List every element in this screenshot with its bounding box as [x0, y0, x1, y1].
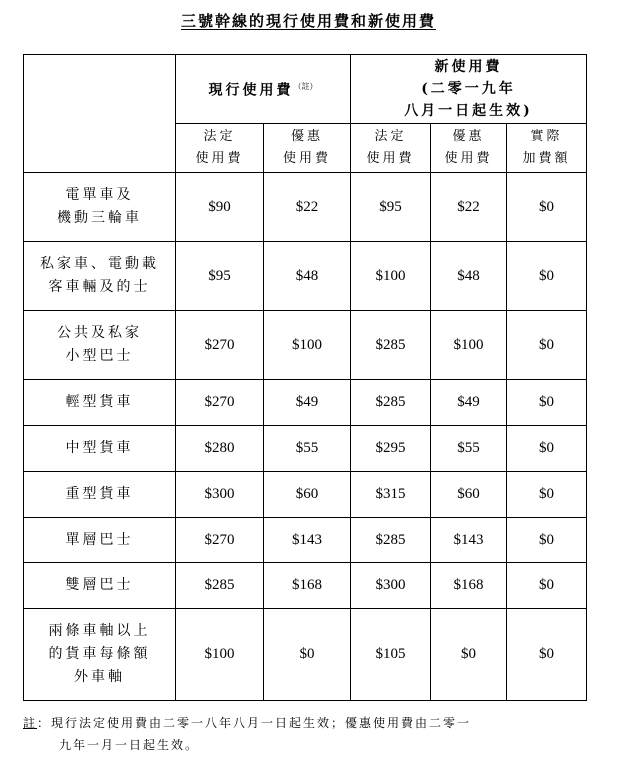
table-row: [24, 311, 587, 380]
col-header-line1: 優惠: [290, 129, 323, 144]
vehicle-type-cell: [24, 609, 176, 701]
fee-cell: $95: [176, 242, 264, 311]
fee-cell: $285: [351, 518, 431, 563]
col-header-new-statutory: [351, 124, 431, 173]
vehicle-type-line: 機動三輪車: [57, 210, 142, 226]
fee-cell: $48: [431, 242, 507, 311]
fee-cell: $300: [351, 563, 431, 609]
footnote: [23, 712, 588, 756]
footnote-mark: 註: [23, 716, 38, 730]
vehicle-type-cell: [24, 518, 176, 563]
fee-cell: $0: [507, 242, 587, 311]
vehicle-type-line: 外車軸: [74, 669, 125, 685]
fee-cell: $55: [431, 426, 507, 472]
fee-cell: $49: [431, 380, 507, 426]
fee-cell: $143: [431, 518, 507, 563]
fee-cell: $0: [431, 609, 507, 701]
table-row: [24, 563, 587, 609]
fee-cell: $90: [176, 173, 264, 242]
fee-cell: $315: [351, 472, 431, 518]
fee-cell: $100: [264, 311, 351, 380]
table-row: [24, 242, 587, 311]
fee-cell: $143: [264, 518, 351, 563]
footnote-line1: [23, 712, 588, 734]
fee-cell: $100: [351, 242, 431, 311]
col-header-new-concessionary: [431, 124, 507, 173]
fee-cell: $105: [351, 609, 431, 701]
vehicle-header-cell: [24, 55, 176, 173]
vehicle-type-line: 公共及私家: [57, 325, 142, 341]
table-row: [24, 426, 587, 472]
fee-cell: $0: [507, 472, 587, 518]
col-header-line2: 使用費: [282, 151, 331, 166]
vehicle-type-line: 雙層巴士: [65, 577, 134, 593]
page-title: [0, 10, 617, 31]
vehicle-type-line: 輕型貨車: [65, 394, 134, 410]
table-row: [24, 472, 587, 518]
col-header-line1: 法定: [203, 129, 236, 144]
fee-cell: $0: [507, 426, 587, 472]
new-fee-group-header: [351, 55, 587, 124]
vehicle-type-line: 的貨車每條額: [48, 646, 151, 662]
vehicle-type-cell: [24, 426, 176, 472]
fee-cell: $55: [264, 426, 351, 472]
table-row: [24, 173, 587, 242]
col-header-line2: 使用費: [195, 151, 244, 166]
col-header-line1: 法定: [374, 129, 407, 144]
vehicle-type-line: 客車輛及的士: [48, 279, 151, 295]
fee-cell: $95: [351, 173, 431, 242]
fee-cell: $0: [507, 311, 587, 380]
vehicle-type-line: 重型貨車: [65, 486, 134, 502]
table-row: [24, 609, 587, 701]
col-header-line2: 使用費: [366, 151, 415, 166]
col-header-current-concessionary: [264, 124, 351, 173]
fee-cell: $168: [431, 563, 507, 609]
col-header-line1: 實際: [530, 129, 563, 144]
vehicle-type-line: 電單車及: [65, 187, 134, 203]
col-header-actual-increase: [507, 124, 587, 173]
new-fee-group-label: 新使用費: [434, 59, 503, 75]
new-fee-group-date-line2: 八月一日起生效): [404, 103, 533, 119]
fee-cell: $100: [176, 609, 264, 701]
fee-cell: $270: [176, 380, 264, 426]
col-header-line2: 使用費: [444, 151, 493, 166]
fee-table: [23, 54, 587, 701]
vehicle-type-cell: [24, 380, 176, 426]
note-reference-mark: （註）: [293, 82, 318, 92]
current-fee-group-label: 現行使用費: [208, 82, 294, 99]
new-fee-group-date-line1: (二零一九年: [421, 81, 516, 97]
vehicle-type-cell: [24, 242, 176, 311]
table-row: [24, 380, 587, 426]
fee-cell: $100: [431, 311, 507, 380]
fee-cell: $280: [176, 426, 264, 472]
footnote-text-line1: ：現行法定使用費由二零一八年八月一日起生效；優惠使用費由二零一: [37, 716, 472, 730]
fee-cell: $295: [351, 426, 431, 472]
vehicle-type-line: 私家車、電動載: [40, 256, 159, 272]
fee-cell: $168: [264, 563, 351, 609]
col-header-line2: 加費額: [522, 151, 571, 166]
fee-cell: $0: [507, 518, 587, 563]
fee-cell: $285: [351, 380, 431, 426]
title-text: 三號幹線的現行使用費和新使用費: [180, 12, 436, 30]
vehicle-type-line: 兩條車軸以上: [48, 623, 151, 639]
fee-cell: $60: [431, 472, 507, 518]
fee-cell: $0: [507, 563, 587, 609]
fee-cell: $300: [176, 472, 264, 518]
vehicle-type-cell: [24, 173, 176, 242]
fee-cell: $0: [507, 380, 587, 426]
vehicle-type-line: 單層巴士: [65, 531, 134, 548]
footnote-text-line2: 九年一月一日起生效。: [59, 738, 200, 752]
fee-cell: $270: [176, 518, 264, 563]
vehicle-type-cell: [24, 472, 176, 518]
vehicle-type-line: 中型貨車: [65, 440, 134, 456]
fee-cell: $60: [264, 472, 351, 518]
vehicle-type-cell: [24, 311, 176, 380]
vehicle-type-line: 小型巴士: [65, 348, 134, 364]
fee-cell: $22: [264, 173, 351, 242]
col-header-current-statutory: [176, 124, 264, 173]
table-row: [24, 518, 587, 563]
fee-cell: $0: [264, 609, 351, 701]
header-row-group: [24, 55, 587, 124]
current-fee-group-header: [176, 55, 351, 124]
col-header-line1: 優惠: [452, 129, 485, 144]
fee-cell: $22: [431, 173, 507, 242]
fee-cell: $48: [264, 242, 351, 311]
fee-cell: $270: [176, 311, 264, 380]
fee-cell: $49: [264, 380, 351, 426]
fee-cell: $0: [507, 173, 587, 242]
fee-cell: $0: [507, 609, 587, 701]
vehicle-type-cell: [24, 563, 176, 609]
fee-cell: $285: [176, 563, 264, 609]
fee-cell: $285: [351, 311, 431, 380]
